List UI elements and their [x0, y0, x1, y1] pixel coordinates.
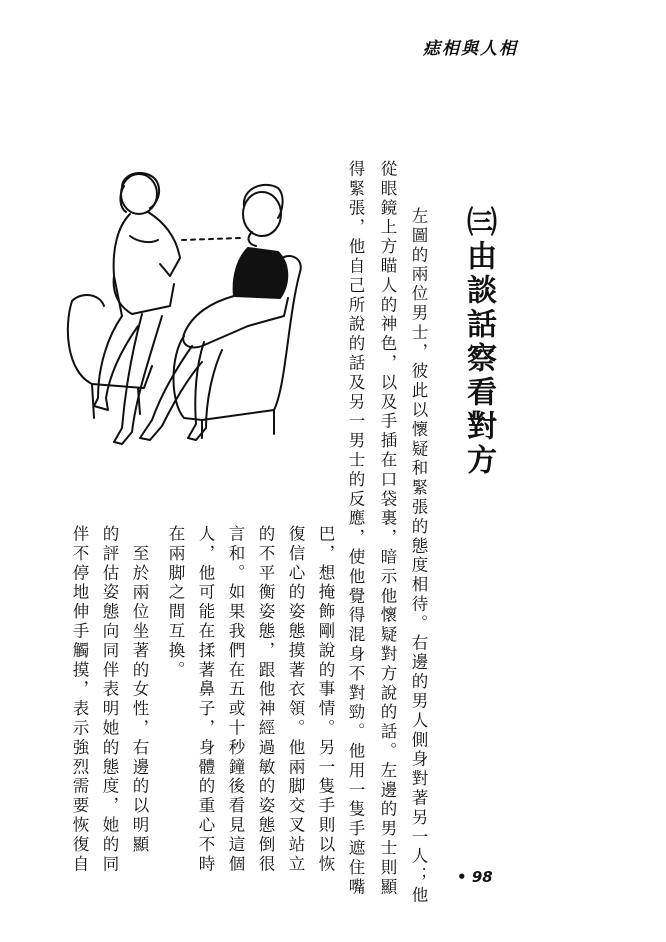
two-women-seated-conversation-illustration	[52, 166, 314, 458]
left-chair	[68, 301, 152, 388]
body-column: 至於兩位坐著的女性，右邊的以明顯	[130, 525, 149, 855]
body-column: 在兩脚之間互換。	[166, 525, 185, 681]
body-column: 復信心的姿態摸著衣領。他兩脚交叉站立	[286, 525, 305, 875]
right-woman-head	[243, 192, 281, 236]
body-column: 的不平衡姿態，跟他神經過敏的姿態倒很	[256, 525, 275, 875]
page-number: • 98	[457, 868, 493, 886]
page-number-value: 98	[471, 868, 493, 886]
body-column: 伴不停地伸手觸摸，表示強烈需要恢復自	[70, 525, 89, 875]
body-column: 的評估姿態向同伴表明她的態度，她的同	[100, 525, 119, 875]
section-title: ㈢由談話察看對方	[461, 206, 496, 478]
body-column: 得緊張，他自己所說的話及另一男士的反應，使他覺得混身不對勁。他用一隻手遮住嘴	[346, 160, 365, 898]
body-column: 從眼鏡上方瞄人的神色，以及手插在口袋裏，暗示他懷疑對方說的話。左邊的男士則顯	[378, 160, 397, 898]
running-header: 痣相與人相	[423, 39, 518, 59]
body-column: 巴，想掩飾剛說的事情。另一隻手則以恢	[316, 525, 335, 875]
body-column: 人，他可能在揉著鼻子，身體的重心不時	[196, 525, 215, 875]
body-column: 左圖的兩位男士，彼此以懷疑和緊張的態度相待。右邊的男人側身對著另一人；他	[409, 207, 428, 906]
body-column: 言和。如果我們在五或十秒鐘後看見這個	[226, 525, 245, 875]
